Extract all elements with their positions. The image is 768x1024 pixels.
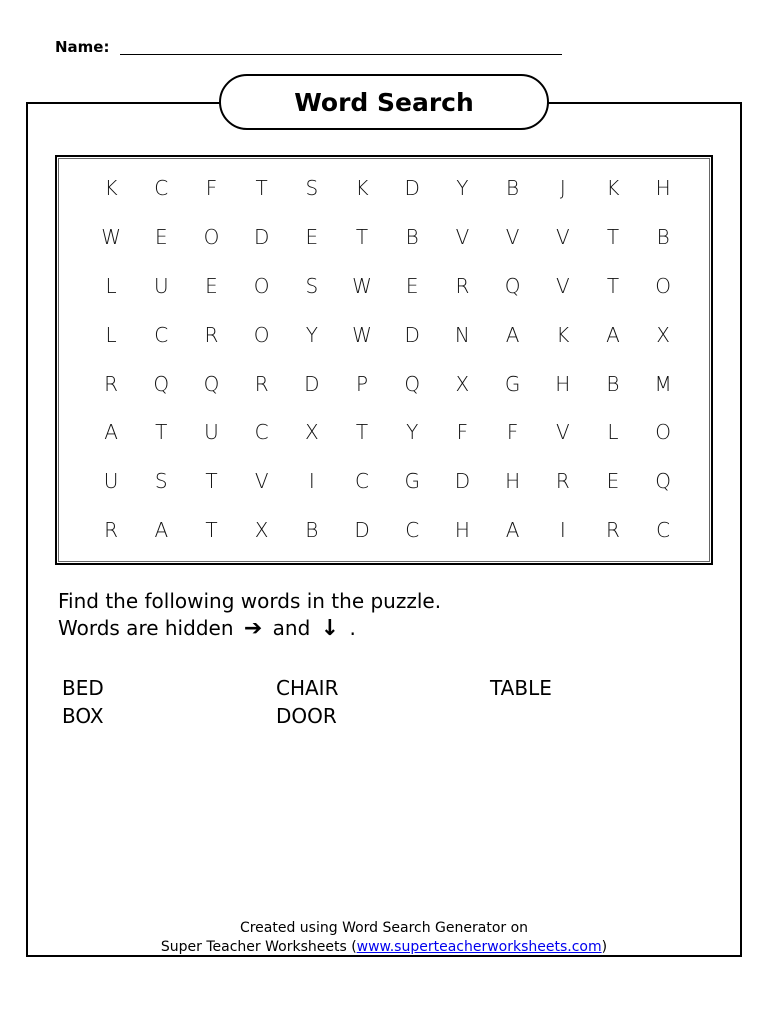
grid-cell: C: [405, 517, 420, 542]
grid-cell: R: [104, 371, 119, 396]
name-label: Name:: [55, 38, 110, 56]
grid-cell: A: [154, 517, 169, 542]
grid-cell: H: [555, 371, 571, 396]
grid-cell: D: [253, 225, 270, 250]
footer-line-1: Created using Word Search Generator on: [239, 920, 529, 936]
grid-cell: H: [655, 176, 671, 201]
grid-cell: W: [352, 322, 372, 347]
grid-cell: D: [354, 517, 370, 542]
grid-cell: L: [607, 420, 619, 445]
grid-cell: X: [254, 517, 269, 542]
grid-cell: O: [253, 322, 270, 347]
name-line[interactable]: [120, 54, 562, 55]
grid-cell: S: [305, 273, 319, 298]
grid-cell: K: [606, 176, 620, 201]
footer-line-2: [0, 938, 768, 957]
grid-cell: E: [305, 225, 319, 250]
page-title: Word Search: [294, 87, 474, 117]
grid-cell: W: [352, 273, 372, 298]
grid-cell: U: [153, 273, 169, 298]
grid-cell: X: [304, 420, 319, 445]
grid-cell: B: [606, 371, 620, 396]
grid-cell: I: [559, 517, 566, 542]
grid-cell: Q: [153, 371, 170, 396]
grid-cell: D: [454, 469, 471, 494]
grid-cell: C: [656, 517, 671, 542]
grid-cell: L: [105, 273, 117, 298]
grid-cell: K: [355, 176, 369, 201]
grid-cell: T: [606, 273, 620, 298]
grid-cell: K: [556, 322, 570, 347]
grid-cell: F: [456, 420, 469, 445]
grid-cell: F: [205, 176, 218, 201]
grid-cell: T: [606, 225, 620, 250]
grid-cell: I: [308, 469, 315, 494]
grid-cell: Q: [404, 371, 421, 396]
grid-cell: Y: [406, 420, 419, 445]
grid-cell: E: [205, 273, 218, 298]
grid-cell: B: [506, 176, 520, 201]
grid-cell: D: [304, 371, 320, 396]
grid-cell: C: [154, 176, 169, 201]
word-item: BOX: [62, 704, 104, 728]
grid-cell: J: [559, 176, 566, 201]
grid-cell: T: [205, 517, 218, 542]
grid-cell: B: [405, 225, 419, 250]
grid-cell: Q: [504, 273, 521, 298]
instructions-prefix: Words are hidden: [58, 616, 234, 640]
grid-cell: H: [505, 469, 521, 494]
grid-cell: B: [656, 225, 670, 250]
grid-cell: E: [405, 273, 419, 298]
grid-cell: T: [205, 469, 218, 494]
grid-cell: W: [101, 225, 121, 250]
grid-cell: Q: [655, 469, 672, 494]
arrow-down-icon: ↓: [320, 616, 340, 641]
footer-prefix: Super Teacher Worksheets (: [160, 939, 357, 955]
grid-cell: G: [504, 371, 521, 396]
grid-cell: T: [255, 176, 268, 201]
grid-cell: Q: [203, 371, 220, 396]
grid-cell: T: [355, 225, 369, 250]
grid-cell: A: [505, 322, 520, 347]
word-item: BED: [62, 676, 104, 700]
grid-cell: V: [555, 273, 570, 298]
word-item: TABLE: [490, 676, 552, 700]
grid-cell: X: [656, 322, 670, 347]
grid-cell: V: [254, 469, 269, 494]
grid-cell: O: [203, 225, 220, 250]
instructions-line-1: Find the following words in the puzzle.: [58, 589, 442, 613]
grid-cell: H: [454, 517, 470, 542]
word-item: DOOR: [276, 704, 337, 728]
grid-cell: S: [154, 469, 168, 494]
grid-cell: U: [204, 420, 219, 445]
instructions: [58, 588, 441, 642]
grid-cell: G: [404, 469, 420, 494]
grid-cell: U: [103, 469, 119, 494]
grid-cell: C: [355, 469, 370, 494]
letter-grid: [86, 164, 688, 554]
grid-cell: X: [455, 371, 470, 396]
grid-cell: R: [204, 322, 219, 347]
word-list: [62, 676, 662, 732]
grid-cell: R: [254, 371, 269, 396]
grid-cell: R: [555, 469, 570, 494]
grid-cell: C: [254, 420, 269, 445]
word-item: CHAIR: [276, 676, 339, 700]
grid-cell: B: [305, 517, 319, 542]
grid-cell: V: [555, 225, 570, 250]
grid-cell: E: [606, 469, 620, 494]
grid-cell: Y: [456, 176, 469, 201]
grid-cell: M: [654, 371, 672, 396]
grid-cell: V: [505, 225, 520, 250]
grid-cell: R: [104, 517, 119, 542]
grid-cell: F: [506, 420, 519, 445]
grid-cell: O: [253, 273, 270, 298]
grid-cell: R: [606, 517, 620, 542]
grid-cell: Y: [305, 322, 318, 347]
grid-cell: O: [655, 420, 672, 445]
grid-cell: R: [455, 273, 470, 298]
grid-cell: L: [105, 322, 117, 347]
footer-link[interactable]: www.superteacherworksheets.com: [356, 939, 602, 955]
grid-cell: O: [655, 273, 672, 298]
grid-cell: C: [154, 322, 169, 347]
grid-cell: K: [104, 176, 118, 201]
grid-cell: A: [606, 322, 620, 347]
grid-cell: D: [404, 176, 420, 201]
grid-cell: D: [404, 322, 420, 347]
grid-cell: A: [104, 420, 118, 445]
grid-cell: T: [355, 420, 369, 445]
grid-cell: E: [154, 225, 168, 250]
grid-cell: N: [454, 322, 470, 347]
grid-cell: S: [305, 176, 319, 201]
grid-cell: P: [356, 371, 369, 396]
grid-cell: T: [155, 420, 168, 445]
grid-cell: V: [455, 225, 470, 250]
instructions-line-2: [58, 615, 441, 642]
footer: [0, 919, 768, 957]
title-banner: [219, 74, 549, 130]
instructions-and: and: [272, 616, 311, 640]
instructions-period: .: [349, 616, 356, 640]
footer-suffix: ): [601, 939, 608, 955]
grid-cell: A: [505, 517, 520, 542]
grid-cell: V: [555, 420, 570, 445]
arrow-right-icon: ➔: [243, 616, 263, 641]
